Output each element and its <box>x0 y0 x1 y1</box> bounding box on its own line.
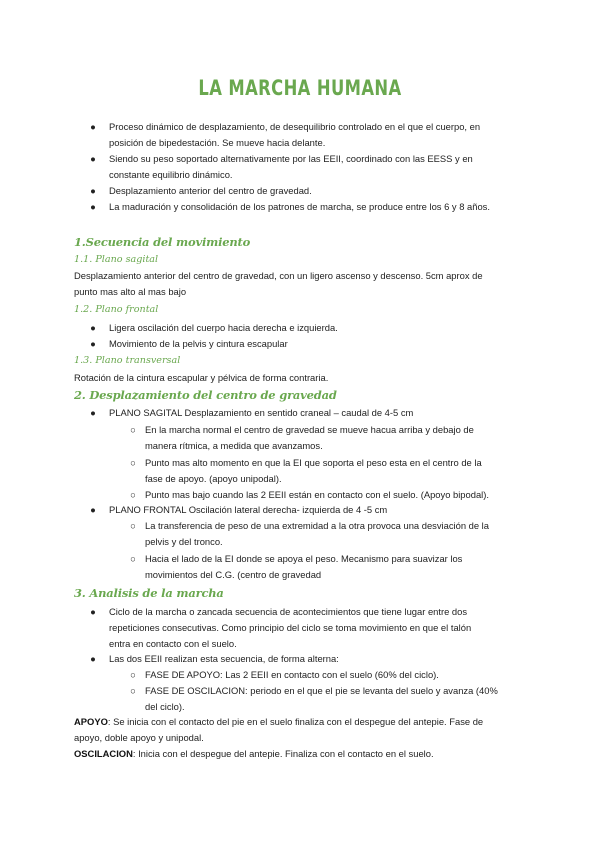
section-3-heading: 3. Analisis de la marcha <box>74 586 224 600</box>
intro-item-1-line-1: Proceso dinámico de desplazamiento, de desequilibrio controlado en el que el cuerpo, en <box>109 121 481 132</box>
bullet-icon: ● <box>90 322 96 333</box>
section-1-3-heading: 1.3. Plano transversal <box>74 355 181 366</box>
section-1-3-text: Rotación de la cintura escapular y pélvica de forma contraria. <box>74 372 329 383</box>
frontal-sub-2-line-1: Hacia el lado de la EI donde se apoya el peso. Mecanismo para suavizar los <box>145 553 463 564</box>
sub-bullet-icon: ○ <box>130 489 136 500</box>
section-1-2-heading: 1.2. Plano frontal <box>74 304 159 315</box>
intro-item-1-line-2: posición de bipedestación. Se mueve hacia delante. <box>109 137 326 148</box>
apoyo-label: APOYO <box>74 716 108 727</box>
sub-bullet-icon: ○ <box>130 457 136 468</box>
ciclo-line-1: Ciclo de la marcha o zancada secuencia de acontecimientos que tiene lugar entre dos <box>109 606 468 617</box>
fase-apoyo: FASE DE APOYO: Las 2 EEII en contacto con el suelo (60% del ciclo). <box>145 669 439 680</box>
ciclo-line-3: entra en contacto con el suelo. <box>109 638 237 649</box>
fase-oscilacion-line-1: FASE DE OSCILACION: periodo en el que el pie se levanta del suelo y avanza (40% <box>145 685 498 696</box>
bullet-icon: ● <box>90 201 96 212</box>
section-2-heading: 2. Desplazamiento del centro de gravedad <box>74 388 337 402</box>
plano-frontal-item: PLANO FRONTAL Oscilación lateral derecha- izquierda de 4 -5 cm <box>109 504 388 515</box>
sub-bullet-icon: ○ <box>130 520 136 531</box>
bullet-icon: ● <box>90 407 96 418</box>
page-title: LA MARCHA HUMANA <box>198 76 402 100</box>
oscilacion-definition <box>74 746 434 762</box>
section-1-2-item-1: Ligera oscilación del cuerpo hacia derecha e izquierda. <box>109 322 338 333</box>
bullet-icon: ● <box>90 338 96 349</box>
oscilacion-label: OSCILACION <box>74 748 133 759</box>
frontal-sub-2-line-2: movimientos del C.G. (centro de gravedad <box>145 569 322 580</box>
sagital-sub-1-line-1: En la marcha normal el centro de gravedad se mueve hacua arriba y debajo de <box>145 424 474 435</box>
sub-bullet-icon: ○ <box>130 685 136 696</box>
apoyo-text: : Se inicia con el contacto del pie en el suelo finaliza con el despegue del antepie. Fase de <box>107 716 484 727</box>
section-1-1-text-line-2: punto mas alto al mas bajo <box>74 286 187 297</box>
bullet-icon: ● <box>90 653 96 664</box>
frontal-sub-1-line-2: pelvis y del tronco. <box>145 536 223 547</box>
plano-sagital-item: PLANO SAGITAL Desplazamiento en sentido craneal – caudal de 4-5 cm <box>109 407 414 418</box>
sagital-sub-2-line-2: fase de apoyo. (apoyo unipodal). <box>145 473 282 484</box>
intro-item-3: Desplazamiento anterior del centro de gravedad. <box>109 185 312 196</box>
bullet-icon: ● <box>90 504 96 515</box>
sagital-sub-3: Punto mas bajo cuando las 2 EEII están en contacto con el suelo. (Apoyo bipodal). <box>145 489 489 500</box>
frontal-sub-1-line-1: La transferencia de peso de una extremidad a la otra provoca una desviación de la <box>145 520 489 531</box>
section-1-heading: 1.Secuencia del movimiento <box>74 235 251 249</box>
bullet-icon: ● <box>90 153 96 164</box>
apoyo-definition-line-2: apoyo, doble apoyo y unipodal. <box>74 732 204 743</box>
ciclo-line-2: repeticiones consecutivas. Como principio del ciclo se toma movimiento en que el talón <box>109 622 472 633</box>
oscilacion-text: : Inicia con el despegue del antepie. Finaliza con el contacto en el suelo. <box>132 748 434 759</box>
sagital-sub-1-line-2: manera rítmica, a medida que avanzamos. <box>145 440 323 451</box>
sub-bullet-icon: ○ <box>130 553 136 564</box>
bullet-icon: ● <box>90 121 96 132</box>
section-1-1-text-line-1: Desplazamiento anterior del centro de gravedad, con un ligero ascenso y descenso. 5cm aprox de <box>74 270 483 281</box>
section-1-1-heading: 1.1. Plano sagital <box>74 254 159 265</box>
sagital-sub-2-line-1: Punto mas alto momento en que la EI que soporta el peso esta en el centro de la <box>145 457 482 468</box>
sub-bullet-icon: ○ <box>130 424 136 435</box>
intro-item-2-line-2: constante equilibrio dinámico. <box>109 169 233 180</box>
bullet-icon: ● <box>90 606 96 617</box>
bullet-icon: ● <box>90 185 96 196</box>
section-1-2-item-2: Movimiento de la pelvis y cintura escapular <box>109 338 288 349</box>
fase-oscilacion-line-2: del ciclo). <box>145 701 185 712</box>
apoyo-definition-line-1 <box>74 714 527 730</box>
sub-bullet-icon: ○ <box>130 669 136 680</box>
intro-item-4: La maduración y consolidación de los patrones de marcha, se produce entre los 6 y 8 años. <box>109 201 490 212</box>
alterna-item: Las dos EEII realizan esta secuencia, de forma alterna: <box>109 653 339 664</box>
intro-item-2-line-1: Siendo su peso soportado alternativamente por las EEII, coordinado con las EESS y en <box>109 153 473 164</box>
